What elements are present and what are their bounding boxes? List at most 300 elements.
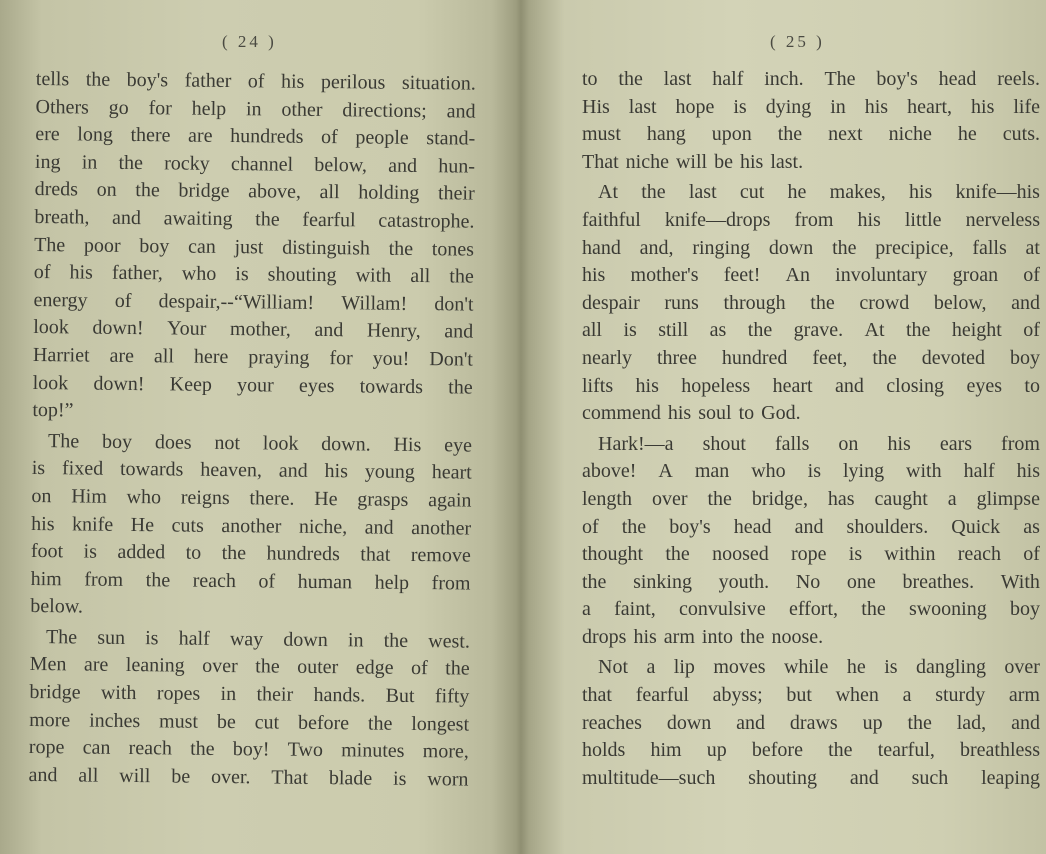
- word: Keep: [169, 372, 213, 396]
- word: here: [193, 345, 229, 368]
- word: draws: [789, 711, 838, 734]
- word: and: [278, 459, 308, 483]
- text-line: [30, 566, 470, 598]
- word: faithful: [582, 208, 641, 231]
- word: up: [706, 739, 727, 762]
- word: but: [786, 684, 812, 707]
- word: will: [119, 764, 151, 788]
- word: within: [884, 543, 936, 566]
- word: is: [145, 627, 159, 650]
- word: don't: [434, 292, 474, 316]
- word: at: [1025, 236, 1040, 259]
- word: above,: [248, 180, 302, 204]
- word: with: [906, 460, 942, 483]
- word: not: [214, 431, 241, 454]
- word: lad,: [956, 711, 987, 734]
- word: arm: [663, 625, 695, 648]
- page-number-left: ( 24 ): [222, 32, 277, 51]
- word: be: [216, 710, 236, 733]
- word: But: [385, 684, 415, 708]
- text-line: [582, 235, 1040, 263]
- word: worn: [427, 767, 469, 791]
- word: who: [126, 485, 162, 509]
- text-line: [582, 400, 1040, 428]
- word: His: [393, 433, 422, 456]
- text-line: [582, 179, 1040, 207]
- word: praying: [248, 346, 310, 369]
- word: who: [751, 460, 786, 483]
- word: niche: [625, 150, 669, 173]
- word: and: [834, 374, 864, 397]
- word: must: [159, 709, 199, 733]
- word: hands.: [313, 684, 366, 707]
- text-line: [582, 654, 1040, 682]
- word: a: [582, 598, 591, 621]
- word: energy: [33, 288, 88, 312]
- word: crowd: [859, 291, 910, 314]
- word: next: [828, 123, 863, 146]
- word: boy: [139, 234, 170, 257]
- word: be: [171, 765, 191, 788]
- word: the: [445, 657, 470, 681]
- page-number-right: ( 25 ): [770, 32, 825, 51]
- word: he: [957, 123, 977, 146]
- word: the: [905, 319, 931, 342]
- word: hundreds: [266, 542, 341, 566]
- word: sturdy: [935, 684, 986, 707]
- word: of: [1023, 543, 1040, 566]
- word: knife—drops: [664, 208, 771, 231]
- word: man: [694, 460, 730, 483]
- word: his: [667, 402, 692, 425]
- word: just: [234, 235, 264, 258]
- word: a: [947, 487, 957, 510]
- word: is: [31, 457, 46, 480]
- word: in: [830, 95, 846, 118]
- word: the: [118, 151, 144, 174]
- word: half: [712, 68, 744, 90]
- word: down: [283, 628, 328, 651]
- word: A: [658, 460, 673, 483]
- right-page: [522, 0, 1046, 854]
- word: of: [410, 657, 428, 680]
- word: will: [675, 150, 708, 173]
- word: falls: [774, 432, 810, 455]
- word: look: [32, 371, 69, 394]
- word: precipice,: [875, 236, 954, 259]
- word: is: [848, 543, 863, 566]
- text-line: [582, 262, 1040, 290]
- word: and: [736, 711, 766, 734]
- word: with: [100, 681, 137, 705]
- word: upon: [711, 123, 752, 146]
- text-line: [582, 486, 1040, 514]
- word: tells: [35, 67, 70, 91]
- word: His: [582, 95, 610, 118]
- word: the: [221, 542, 247, 565]
- word: from: [431, 571, 471, 595]
- word: convulsive: [679, 598, 766, 621]
- word: is: [83, 540, 98, 563]
- word: hun-: [438, 154, 476, 178]
- word: is: [235, 263, 249, 286]
- word: the: [135, 179, 160, 202]
- word: his: [908, 181, 933, 204]
- word: added: [117, 540, 166, 564]
- word: remove: [410, 544, 471, 567]
- word: noosed: [712, 543, 769, 566]
- word: breathless: [960, 739, 1040, 762]
- word: his: [1016, 460, 1040, 483]
- word: that: [360, 543, 391, 566]
- word: the: [367, 712, 393, 735]
- word: ing: [34, 150, 61, 174]
- word: perilous: [320, 70, 386, 94]
- word: Don't: [429, 348, 474, 371]
- word: last: [628, 95, 657, 118]
- word: from: [794, 208, 834, 231]
- word: the: [777, 123, 803, 146]
- word: moves: [713, 656, 766, 679]
- word: the: [907, 711, 932, 734]
- word: human: [297, 570, 353, 594]
- word: Quick: [951, 515, 1001, 538]
- word: lifts: [582, 374, 614, 397]
- word: down: [666, 711, 712, 734]
- word: heart: [772, 374, 813, 397]
- text-line: [582, 121, 1040, 149]
- word: cut: [739, 181, 765, 204]
- word: last: [663, 68, 692, 90]
- word: three: [656, 346, 697, 369]
- word: the: [582, 570, 607, 593]
- word: above!: [582, 460, 637, 483]
- word: knife—his: [955, 181, 1040, 204]
- word: are: [109, 344, 135, 367]
- word: leaping: [981, 766, 1040, 789]
- word: heaven,: [200, 459, 263, 482]
- text-line: [582, 290, 1040, 318]
- word: and: [1011, 711, 1040, 734]
- word: shouting: [267, 263, 337, 287]
- word: heart: [431, 461, 472, 484]
- word: from: [1001, 432, 1040, 455]
- word: has: [827, 487, 855, 510]
- word: more,: [422, 740, 469, 763]
- word: half: [963, 460, 995, 483]
- word: lying: [842, 460, 885, 483]
- word: all: [410, 265, 431, 288]
- word: catastrophe.: [378, 209, 475, 233]
- word: cuts.: [1002, 123, 1040, 146]
- word: there: [130, 124, 171, 147]
- word: the: [810, 291, 835, 314]
- word: thought: [582, 543, 644, 566]
- word: a: [646, 656, 656, 679]
- word: is: [884, 656, 898, 679]
- word: cuts: [171, 513, 204, 537]
- word: and: [364, 515, 394, 539]
- word: commend: [582, 402, 661, 425]
- word: and: [314, 319, 344, 342]
- word: Hark!—a: [598, 432, 674, 455]
- word: bridge,: [751, 487, 808, 510]
- word: eyes: [298, 374, 335, 397]
- text-line: [35, 121, 475, 153]
- text-line: [33, 314, 473, 346]
- word: involuntary: [835, 264, 928, 287]
- word: such: [911, 766, 949, 789]
- word: the: [255, 208, 280, 231]
- word: hundred: [721, 346, 788, 369]
- word: their: [437, 182, 475, 205]
- word: last: [688, 181, 717, 204]
- text-line: [582, 345, 1040, 373]
- word: groan: [952, 264, 999, 287]
- word: the: [872, 346, 897, 369]
- word: hang: [646, 123, 686, 146]
- word: ropes: [156, 682, 201, 705]
- word: be: [714, 150, 733, 173]
- word: with: [355, 264, 392, 287]
- word: closing: [886, 374, 945, 397]
- word: long: [77, 123, 114, 146]
- word: is: [807, 460, 821, 483]
- word: people: [355, 126, 409, 150]
- word: over: [202, 655, 238, 678]
- word: reels.: [997, 68, 1040, 90]
- word: despair,--“William!: [158, 290, 315, 314]
- word: grasps: [357, 488, 409, 511]
- word: holds: [582, 739, 626, 762]
- word: on: [31, 484, 52, 508]
- word: his: [582, 264, 606, 287]
- word: does: [154, 430, 192, 454]
- word: height: [951, 319, 1002, 342]
- word: sun: [97, 626, 126, 649]
- word: way: [229, 627, 264, 651]
- text-line: [582, 207, 1040, 235]
- word: and: [444, 320, 474, 343]
- word: go: [108, 96, 129, 119]
- text-line: [582, 682, 1040, 710]
- word: top!”: [32, 399, 74, 422]
- word: cut: [254, 710, 280, 734]
- word: That: [271, 766, 309, 789]
- word: down.: [321, 432, 371, 456]
- word: are: [188, 124, 213, 148]
- word: devoted: [921, 346, 986, 369]
- word: must: [582, 123, 621, 146]
- text-line: [28, 762, 468, 794]
- word: length: [582, 487, 632, 510]
- word: on: [96, 179, 117, 202]
- word: a: [902, 684, 912, 707]
- left-page-text: [28, 66, 476, 794]
- word: the: [449, 265, 474, 288]
- word: help: [374, 571, 410, 594]
- word: abyss;: [712, 684, 763, 707]
- word: Others: [35, 95, 90, 119]
- word: holding: [358, 181, 420, 205]
- word: down!: [93, 372, 145, 395]
- word: on: [838, 432, 859, 455]
- word: the: [861, 598, 886, 621]
- word: foot: [30, 540, 64, 563]
- word: the: [665, 543, 690, 566]
- text-line: [582, 373, 1040, 401]
- word: Henry,: [366, 319, 421, 343]
- word: of: [1023, 319, 1040, 342]
- word: and: [794, 515, 824, 538]
- word: Men: [29, 653, 67, 676]
- word: makes,: [829, 181, 886, 204]
- word: and: [28, 763, 58, 787]
- word: there.: [249, 487, 295, 510]
- word: you!: [372, 347, 410, 370]
- word: shout: [702, 432, 746, 455]
- word: in: [245, 97, 262, 120]
- word: hopeless: [681, 374, 751, 397]
- word: the: [707, 487, 732, 510]
- word: youth.: [718, 570, 770, 593]
- word: awaiting: [163, 207, 233, 231]
- text-line: [33, 370, 473, 402]
- word: the: [828, 739, 853, 762]
- word: boy!: [232, 738, 270, 761]
- word: hand: [582, 236, 621, 259]
- text-line: [582, 624, 1040, 652]
- word: for: [148, 96, 173, 120]
- word: in: [81, 151, 98, 174]
- word: caught: [874, 487, 928, 510]
- left-page: [0, 0, 515, 854]
- word: channel: [230, 152, 294, 176]
- text-line: [30, 651, 470, 683]
- word: of: [33, 261, 51, 284]
- word: multitude—such: [582, 766, 716, 789]
- word: The: [34, 233, 66, 256]
- word: breath,: [34, 205, 90, 229]
- word: the: [621, 515, 647, 538]
- word: reaches: [582, 711, 642, 734]
- word: the: [255, 655, 280, 679]
- word: niche,: [298, 515, 348, 538]
- word: look: [33, 316, 69, 339]
- word: longest: [411, 712, 470, 736]
- word: bridge: [178, 179, 230, 203]
- word: Him: [71, 485, 107, 508]
- word: up: [862, 711, 883, 734]
- word: and: [111, 206, 142, 230]
- word: towards: [119, 458, 184, 481]
- word: poor: [83, 234, 121, 257]
- text-line: [582, 765, 1040, 793]
- word: shouting: [748, 766, 818, 789]
- word: lip: [673, 656, 695, 679]
- word: young: [364, 460, 415, 484]
- word: father: [184, 69, 232, 93]
- word: the: [190, 737, 215, 761]
- word: to: [1024, 374, 1040, 397]
- word: his: [69, 261, 94, 284]
- word: falls: [972, 236, 1007, 259]
- word: fearful: [302, 208, 356, 232]
- word: edge: [355, 656, 394, 680]
- text-line: [582, 94, 1040, 122]
- word: the: [388, 237, 414, 260]
- text-line: [31, 510, 471, 542]
- word: his: [280, 70, 305, 93]
- word: Two: [287, 738, 324, 762]
- word: is: [392, 767, 407, 790]
- word: inches: [89, 709, 141, 732]
- word: leaning: [125, 654, 185, 678]
- word: dangling: [915, 656, 986, 679]
- word: his: [324, 460, 349, 483]
- text-line: [582, 569, 1040, 597]
- text-line: [582, 317, 1040, 345]
- word: while: [783, 656, 829, 679]
- word: ere: [35, 123, 60, 146]
- word: feet,: [812, 346, 848, 369]
- word: hope: [675, 95, 715, 118]
- word: over.: [210, 765, 251, 789]
- word: into: [701, 625, 734, 648]
- word: head: [938, 68, 977, 90]
- word: heart,: [907, 95, 953, 118]
- word: Harriet: [32, 343, 90, 367]
- word: Not: [598, 656, 628, 679]
- word: before: [297, 711, 350, 734]
- right-page-text: [582, 66, 1040, 792]
- word: nerveless: [965, 208, 1040, 231]
- text-line: [582, 66, 1040, 94]
- word: more: [29, 708, 71, 732]
- word: He: [130, 513, 155, 536]
- word: still: [658, 319, 689, 342]
- word: rope: [28, 736, 65, 759]
- word: down: [768, 236, 814, 259]
- text-line: [582, 541, 1040, 569]
- word: dreds: [34, 178, 79, 201]
- word: the: [448, 375, 473, 399]
- word: in: [347, 629, 364, 652]
- word: bridge: [29, 681, 81, 704]
- word: fixed: [61, 457, 104, 481]
- word: mother's: [630, 264, 699, 287]
- word: of: [1023, 264, 1040, 287]
- word: little: [904, 208, 942, 231]
- word: last.: [770, 150, 804, 173]
- word: to: [185, 541, 202, 564]
- word: minutes: [341, 739, 405, 763]
- word: before: [751, 739, 803, 762]
- text-line: [32, 397, 472, 429]
- word: over: [651, 487, 688, 510]
- word: as: [1023, 515, 1040, 538]
- word: The: [824, 68, 856, 90]
- word: outer: [297, 656, 339, 679]
- word: again: [428, 489, 472, 512]
- word: to: [582, 68, 598, 90]
- word: nearly: [582, 346, 632, 369]
- word: down!: [92, 316, 144, 340]
- word: his: [857, 208, 881, 231]
- word: reigns: [180, 486, 230, 509]
- word: Your: [167, 317, 207, 341]
- word: look: [262, 432, 299, 455]
